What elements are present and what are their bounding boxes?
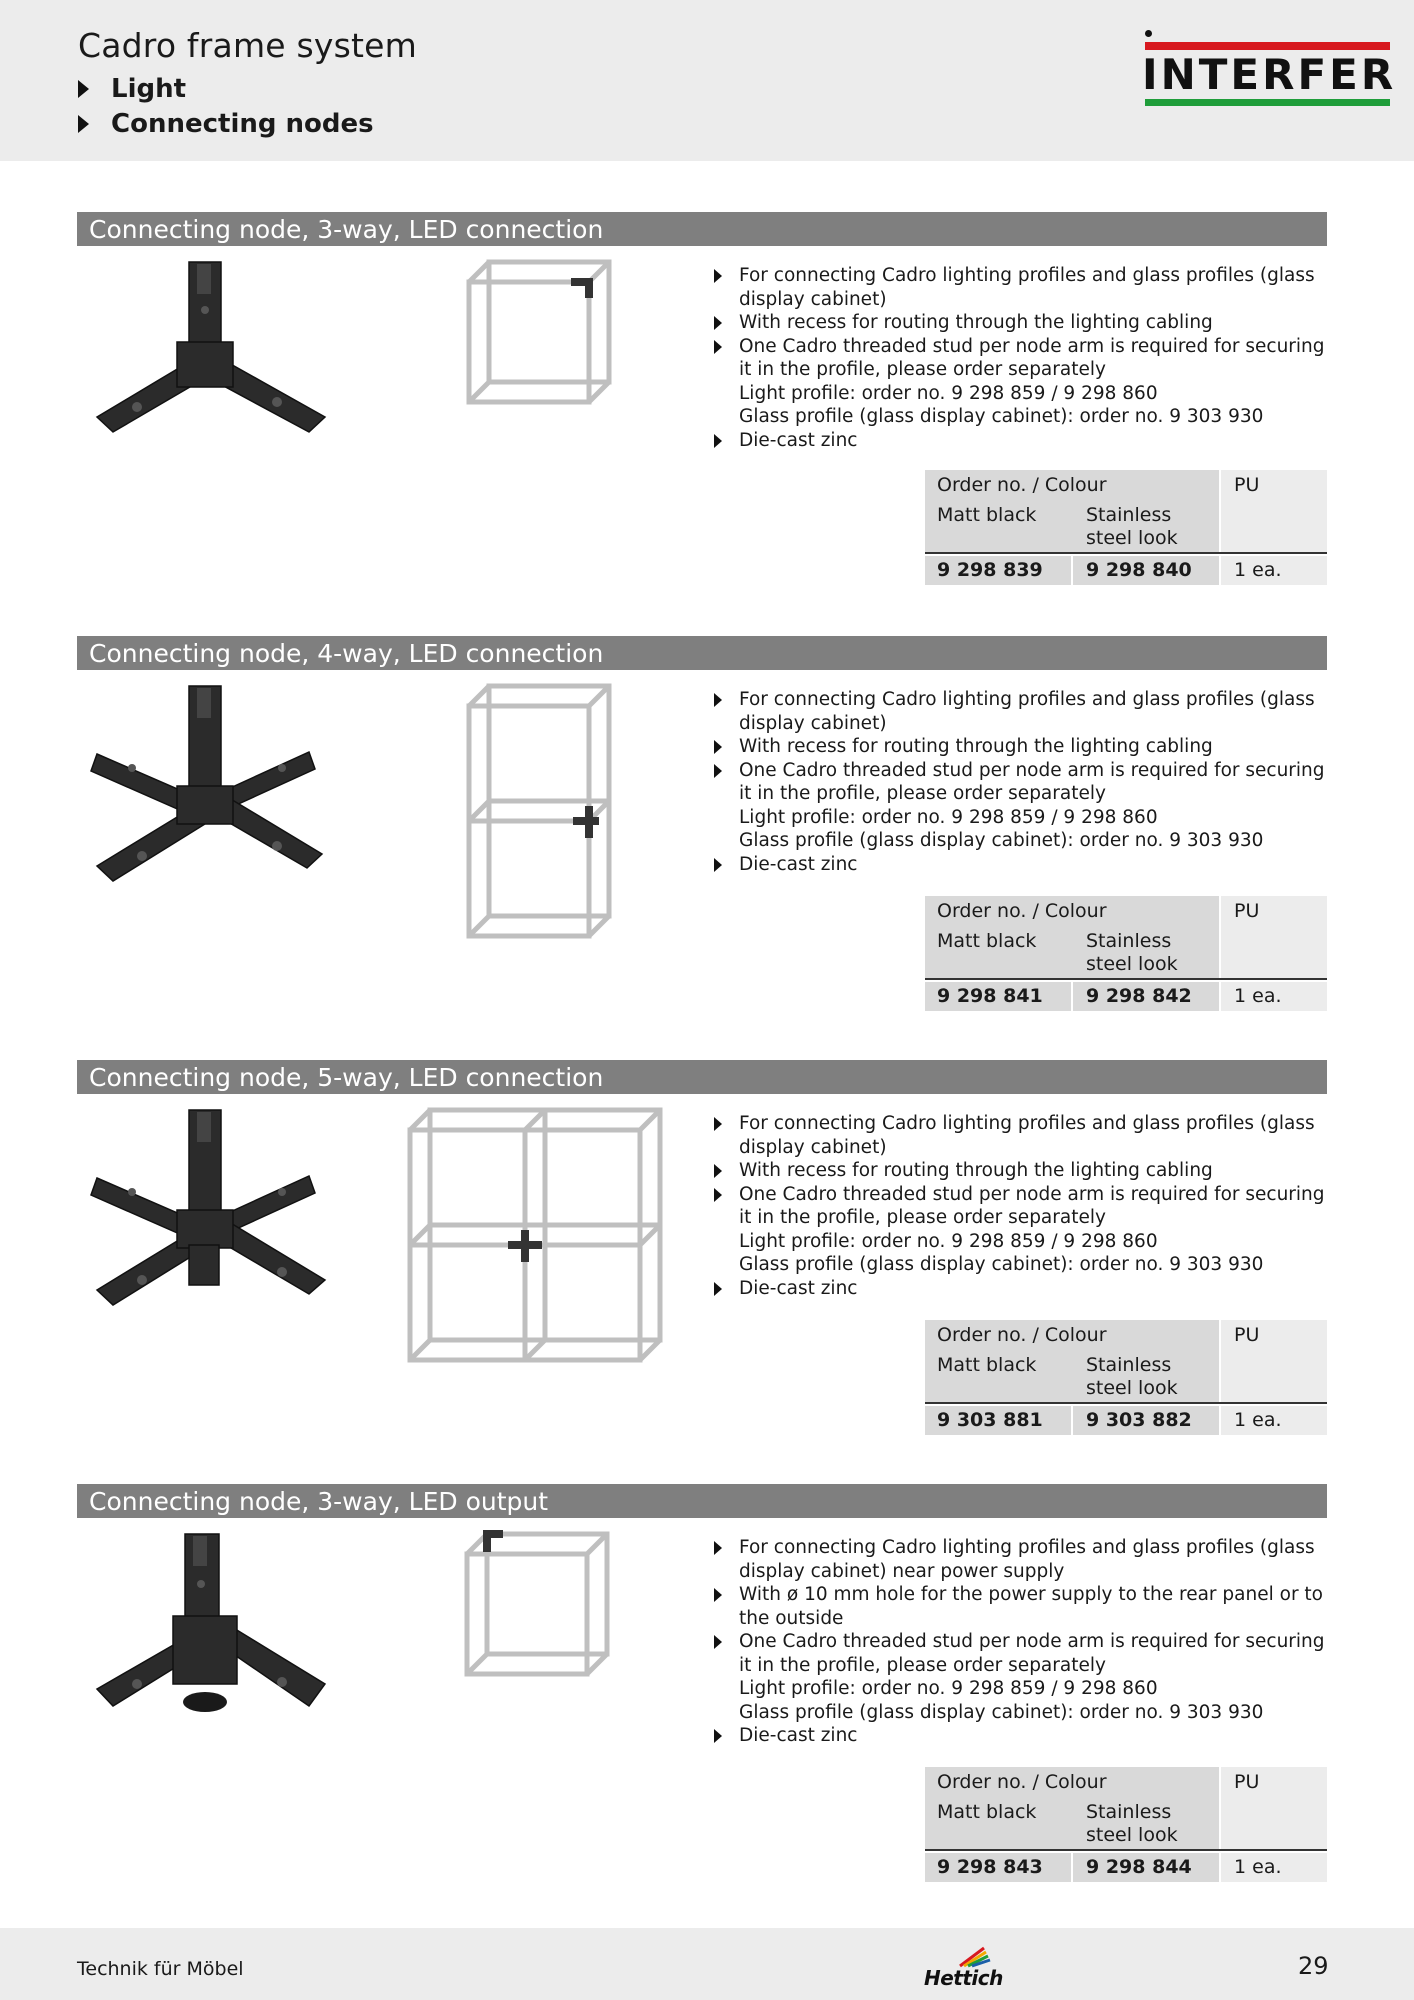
feature-text: Die-cast zinc [739, 429, 858, 451]
pu-header: PU [1234, 1324, 1260, 1346]
pu-value: 1 ea. [1234, 559, 1282, 581]
feature-subline: Light profile: order no. 9 298 859 / 9 298 860 [739, 806, 1158, 828]
feature-item [712, 759, 1327, 853]
feature-text: For connecting Cadro lighting profiles and glass profiles (glass display cabinet) [739, 265, 1315, 310]
node-marker [573, 806, 599, 838]
order-number: 9 298 839 [937, 559, 1043, 581]
order-number: 9 298 841 [937, 985, 1043, 1007]
breadcrumb-label: Connecting nodes [111, 109, 374, 139]
feature-item [712, 688, 1327, 735]
feature-item [712, 1277, 1327, 1301]
order-number: 9 303 882 [1086, 1409, 1192, 1431]
colour-stainless: Stainless steel look [1086, 1801, 1178, 1846]
colour-matt-black: Matt black [937, 504, 1037, 526]
breadcrumb-connecting-nodes[interactable] [78, 109, 374, 139]
triangle-right-icon [714, 340, 722, 354]
triangle-right-icon [714, 1729, 722, 1743]
triangle-right-icon [714, 1541, 722, 1555]
pu-header: PU [1234, 474, 1260, 496]
feature-item [712, 1112, 1327, 1159]
table-rule [925, 552, 1327, 554]
feature-item [712, 853, 1327, 877]
feature-subline: Glass profile (glass display cabinet): order no. 9 303 930 [739, 1254, 1264, 1275]
node-position-diagram [400, 1100, 670, 1370]
feature-item [712, 429, 1327, 453]
feature-item [712, 1724, 1327, 1748]
product-section [77, 212, 1327, 612]
triangle-right-icon [714, 434, 722, 448]
triangle-right-icon [714, 1635, 722, 1649]
page-title: Cadro frame system [78, 26, 417, 65]
feature-text: Die-cast zinc [739, 853, 858, 875]
feature-list [712, 1536, 1327, 1748]
node-marker [487, 1534, 503, 1552]
hettich-logo [924, 1942, 1003, 1992]
feature-subline: Light profile: order no. 9 298 859 / 9 298 860 [739, 1230, 1158, 1252]
feature-text: With recess for routing through the lighting cabling [739, 736, 1213, 757]
footer-tagline: Technik für Möbel [77, 1958, 244, 1980]
order-table [925, 1767, 1327, 1882]
feature-text: One Cadro threaded stud per node arm is required for securing it in the profile, please order separately [739, 1183, 1325, 1228]
feature-text: One Cadro threaded stud per node arm is required for securing it in the profile, please order separately [739, 759, 1325, 804]
node-position-diagram [457, 1524, 627, 1694]
feature-subline: Light profile: order no. 9 298 859 / 9 298 860 [739, 382, 1158, 404]
colour-matt-black: Matt black [937, 1354, 1037, 1376]
feature-item [712, 1159, 1327, 1183]
triangle-right-icon [714, 764, 722, 778]
logo-green-stripe [1145, 99, 1390, 106]
node-position-diagram [459, 676, 629, 946]
triangle-right-icon [78, 115, 89, 133]
section-title: Connecting node, 5-way, LED connection [77, 1060, 1327, 1094]
table-rule [925, 978, 1327, 980]
order-number: 9 298 843 [937, 1856, 1043, 1878]
order-header: Order no. / Colour [937, 1771, 1107, 1793]
page-header [0, 0, 1414, 161]
node-marker [571, 282, 589, 298]
node-3way-output-photo [77, 1524, 337, 1764]
pu-header: PU [1234, 1771, 1260, 1793]
feature-text: For connecting Cadro lighting profiles and glass profiles (glass display cabinet) [739, 1113, 1315, 1158]
logo-red-stripe [1145, 42, 1390, 50]
triangle-right-icon [714, 693, 722, 707]
feature-list [712, 688, 1327, 876]
order-table [925, 1320, 1327, 1435]
feature-item [712, 1630, 1327, 1724]
colour-matt-black: Matt black [937, 930, 1037, 952]
product-section [77, 1060, 1327, 1460]
order-table [925, 896, 1327, 1011]
logo-wordmark: INTERFER [1142, 50, 1397, 99]
colour-stainless: Stainless steel look [1086, 504, 1178, 549]
triangle-right-icon [714, 269, 722, 283]
feature-subline: Light profile: order no. 9 298 859 / 9 298 860 [739, 1678, 1158, 1699]
feature-item [712, 264, 1327, 311]
order-header: Order no. / Colour [937, 1324, 1107, 1346]
table-rule [925, 1402, 1327, 1404]
node-3way-photo [77, 252, 337, 492]
hettich-wordmark: Hettich [924, 1966, 1003, 1990]
feature-subline: Glass profile (glass display cabinet): order no. 9 303 930 [739, 406, 1264, 427]
order-number: 9 298 840 [1086, 559, 1192, 581]
feature-item [712, 735, 1327, 759]
feature-text: With recess for routing through the lighting cabling [739, 312, 1213, 333]
feature-subline: Glass profile (glass display cabinet): order no. 9 303 930 [739, 830, 1264, 851]
feature-item [712, 311, 1327, 335]
feature-text: Die-cast zinc [739, 1725, 858, 1746]
triangle-right-icon [714, 1164, 722, 1178]
order-table [925, 470, 1327, 585]
page-footer [0, 1928, 1414, 2000]
triangle-right-icon [714, 1188, 722, 1202]
feature-text: For connecting Cadro lighting profiles and glass profiles (glass display cabinet) [739, 689, 1315, 734]
triangle-right-icon [714, 1117, 722, 1131]
feature-text: With ø 10 mm hole for the power supply to the rear panel or to the outside [739, 1584, 1323, 1629]
triangle-right-icon [714, 1588, 722, 1602]
order-header: Order no. / Colour [937, 900, 1107, 922]
feature-text: With recess for routing through the lighting cabling [739, 1160, 1213, 1181]
pu-header: PU [1234, 900, 1260, 922]
breadcrumb-label: Light [111, 74, 187, 104]
triangle-right-icon [714, 316, 722, 330]
feature-text: One Cadro threaded stud per node arm is required for securing it in the profile, please order separately [739, 335, 1325, 380]
hettich-stripes-icon [924, 1942, 994, 1968]
colour-matt-black: Matt black [937, 1801, 1037, 1823]
triangle-right-icon [714, 1282, 722, 1296]
triangle-right-icon [714, 858, 722, 872]
breadcrumb-light[interactable] [78, 74, 186, 104]
section-title: Connecting node, 4-way, LED connection [77, 636, 1327, 670]
node-4way-photo [77, 676, 337, 916]
feature-text: Die-cast zinc [739, 1277, 858, 1299]
order-number: 9 298 844 [1086, 1856, 1192, 1878]
product-section [77, 636, 1327, 1036]
triangle-right-icon [78, 80, 89, 98]
pu-value: 1 ea. [1234, 985, 1282, 1007]
pu-value: 1 ea. [1234, 1856, 1282, 1878]
feature-subline: Glass profile (glass display cabinet): order no. 9 303 930 [739, 1701, 1264, 1723]
table-rule [925, 1849, 1327, 1851]
section-title: Connecting node, 3-way, LED connection [77, 212, 1327, 246]
order-number: 9 298 842 [1086, 985, 1192, 1007]
feature-item [712, 1536, 1327, 1583]
feature-text: For connecting Cadro lighting profiles and glass profiles (glass display cabinet) near power supply [739, 1537, 1315, 1582]
node-position-diagram [459, 252, 629, 422]
section-title: Connecting node, 3-way, LED output [77, 1484, 1327, 1518]
feature-item [712, 1183, 1327, 1277]
order-header: Order no. / Colour [937, 474, 1107, 496]
order-number: 9 303 881 [937, 1409, 1043, 1431]
feature-item [712, 1583, 1327, 1630]
product-section [77, 1484, 1327, 1884]
node-5way-photo [77, 1100, 337, 1340]
colour-stainless: Stainless steel look [1086, 1354, 1178, 1399]
feature-list [712, 264, 1327, 452]
feature-item [712, 335, 1327, 429]
triangle-right-icon [714, 740, 722, 754]
feature-text: One Cadro threaded stud per node arm is required for securing it in the profile, please order separately [739, 1631, 1325, 1676]
feature-list [712, 1112, 1327, 1300]
interfer-logo [1142, 28, 1397, 106]
logo-dot [1145, 30, 1152, 37]
page-number: 29 [1298, 1952, 1329, 1980]
colour-stainless: Stainless steel look [1086, 930, 1178, 975]
pu-value: 1 ea. [1234, 1409, 1282, 1431]
node-marker [508, 1230, 542, 1262]
